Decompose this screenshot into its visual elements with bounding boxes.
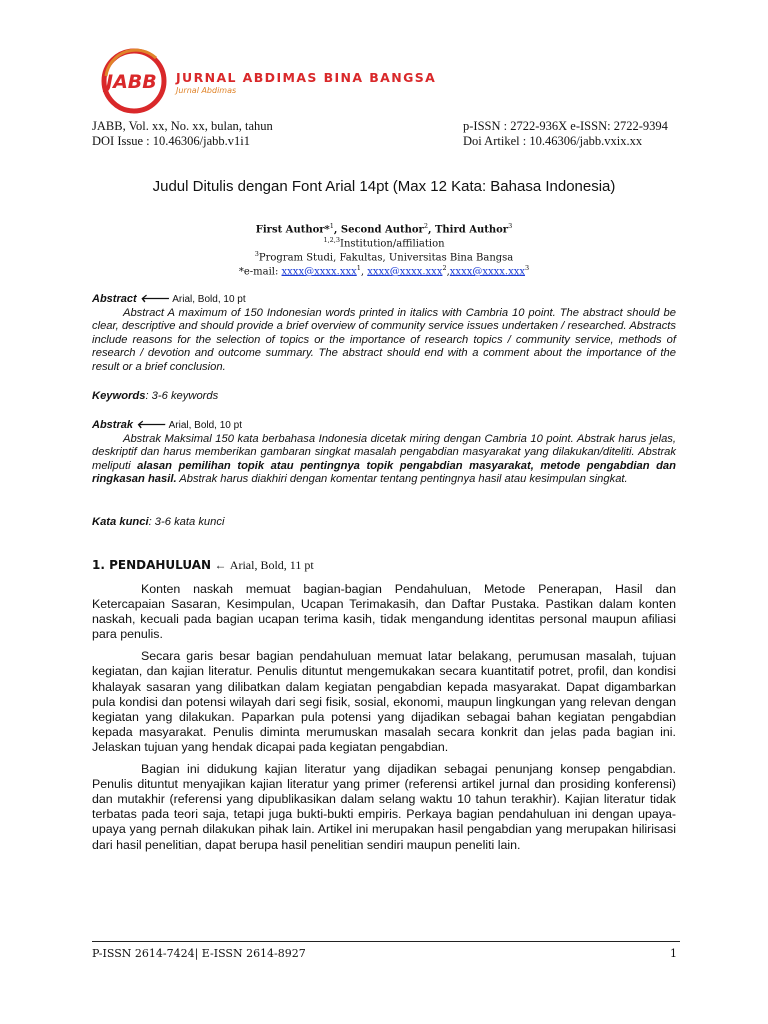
keywords-line (92, 390, 676, 404)
section-title: 1. PENDAHULUAN (92, 558, 212, 572)
body-text (92, 582, 676, 860)
institution: Institution/affiliation (340, 238, 445, 250)
kata-kunci-text: : 3-6 kata kunci (148, 516, 225, 528)
abstrak-text-a: Abstrak Maksimal 150 kata berbahasa Indonesia dicetak miring dengan Cambria 10 point. Abstrak harus jelas, deskriptif dan harus memberikan gambaran singkat masalah pengabdian masyarakat yang dilakukan/diteliti. Abstrak meliputi (92, 432, 676, 472)
arrow-left-icon: ← (214, 558, 227, 572)
section-format-note: Arial, Bold, 11 pt (229, 558, 314, 572)
arrow-left-icon: 🡐 (136, 418, 166, 431)
footer-divider (92, 941, 680, 942)
program: Program Studi, Fakultas, Universitas Bina Bangsa (258, 252, 514, 264)
page-number: 1 (670, 947, 677, 960)
email-link-3[interactable]: xxxx@xxxx.xxx (449, 266, 526, 278)
author-2: Second Author (340, 224, 424, 236)
kata-kunci-line (92, 516, 676, 530)
abstrak-text-b: Abstrak harus diakhiri dengan komentar tentang pentingnya hasil atau kesimpulan singkat. (176, 473, 628, 486)
program-sup: 3 (254, 250, 259, 258)
email-3-sup: 3 (525, 264, 530, 272)
author-3-sup: 3 (508, 222, 513, 230)
paper-title: Judul Ditulis dengan Font Arial 14pt (Max 12 Kata: Bahasa Indonesia) (152, 178, 616, 195)
header-left-line2: DOI Issue : 10.46306/jabb.v1i1 (92, 134, 250, 148)
section-heading (92, 558, 314, 573)
abstrak-text-bold: alasan pemilihan topik atau pentingnya topik pengabdian masyarakat, metode pengabdian dan ringkasan hasil. (92, 459, 676, 486)
abstract-format-note: Arial, Bold, 10 pt (172, 294, 246, 305)
body-paragraph-1: Konten naskah memuat bagian-bagian Pendahuluan, Metode Penerapan, Hasil dan Ketercapaian Sasaran, Kesimpulan, Ucapan Terimakasih, dan Daftar Pustaka. Pastikan dalam konten naskah, kecuali pada bagian ucapan terima kasih, tidak mengandung identitas personal maupun afiliasi para penulis. (92, 582, 676, 642)
abstrak-label: Abstrak (92, 419, 133, 431)
body-paragraph-2: Secara garis besar bagian pendahuluan memuat latar belakang, perumusan masalah, tujuan kegiatan, dan kajian literatur. Penulis dituntut mengemukakan secara kuantitatif potret, profil, dan kondisi khalayak sasaran yang dilibatkan dalam kegiatan pengabdian kepada masyarakat. Dapat digambarkan pula kondisi dan potensi wilayah dari segi fisik, sosial, ekonomi, maupun lingkungan yang relevan dengan kegiatan yang dilakukan. Paparkan pula potensi yang dijadikan sebagai bahan kegiatan pengabdian kepada masyarakat. Penulis diminta merumuskan masalah secara konkrit dan jelas pada bagian ini. Jelaskan tujuan yang hendak dicapai pada kegiatan pengabdian. (92, 649, 676, 754)
author-line: First Author*$^1$, Second Author$^2$, Third Author$^3$ (255, 222, 513, 236)
author-1-sup: 1 (329, 222, 334, 230)
author-3: Third Author (434, 224, 509, 236)
arrow-left-icon: 🡐 (139, 292, 170, 305)
journal-subtitle: Jurnal Abdimas (176, 86, 237, 95)
author-1: First Author* (255, 224, 330, 236)
keywords-label: Keywords (92, 390, 146, 402)
abstract-label: Abstract (92, 293, 137, 305)
kata-kunci-label: Kata kunci (92, 516, 149, 528)
abstrak-heading (92, 418, 676, 433)
email-link-1[interactable]: xxxx@xxxx.xxx (281, 266, 357, 278)
journal-name: JURNAL ABDIMAS BINA BANGSA (176, 70, 437, 85)
abstrak-format-note: Arial, Bold, 10 pt (168, 420, 242, 431)
author-2-sup: 2 (423, 222, 428, 230)
institution-sup: 1,2,3 (323, 236, 340, 244)
body-paragraph-3: Bagian ini didukung kajian literatur yang dijadikan sebagai penunjang konsep pengabdian. Penulis dituntut menyajikan kajian literatur yang primer (referensi artikel jurnal dan prosiding konferensi) dan mutakhir (referensi yang dipublikasikan dalam selang waktu 10 tahun terakhir). Kajian literatur tidak terbatas pada teori saja, tetapi juga bukti-bukti empiris. Perkaya bagian pendahuluan ini dengan upaya-upaya yang pernah dilakukan pihak lain. Artikel ini merupakan hasil pengabdian yang merupakan hilirisasi dari hasil penelitian, dapat berupa hasil penelitian sendiri maupun peneliti lain. (92, 762, 676, 852)
email-1-sup: 1 (356, 264, 361, 272)
abstrak-block (92, 418, 676, 487)
keywords-text: : 3-6 keywords (145, 390, 219, 402)
email-label: *e-mail: (238, 266, 282, 278)
journal-logo (96, 46, 176, 116)
abstract-heading (92, 292, 676, 307)
abstract-block (92, 292, 676, 375)
header-right-line1: p-ISSN : 2722-936X e-ISSN: 2722-9394 (463, 119, 668, 133)
header-right-line2: Doi Artikel : 10.46306/jabb.vxix.xx (463, 134, 643, 148)
header-left-line1: JABB, Vol. xx, No. xx, bulan, tahun (92, 119, 273, 133)
abstract-text: Abstract A maximum of 150 Indonesian words printed in italics with Cambria 10 point. The abstract should be clear, descriptive and should provide a brief overview of community service issues undertaken / researched. Abstracts include reasons for the selection of topics or the importance of research topics / community service, methods of research / devotion and outcome summary. The abstract should end with a comment about the importance of the result or a brief conclusion. (92, 306, 676, 373)
email-link-2[interactable]: xxxx@xxxx.xxx (367, 266, 443, 278)
footer-issn: P-ISSN 2614-7424| E-ISSN 2614-8927 (92, 947, 306, 960)
logo-mark: JABB (106, 71, 157, 93)
email-2-sup: 2 (442, 264, 447, 272)
email-line: *e-mail: xxxx@xxxx.xxx$^1$, xxxx@xxxx.xxx$^2$,xxxx@xxxx.xxx$^3$ (238, 264, 530, 278)
